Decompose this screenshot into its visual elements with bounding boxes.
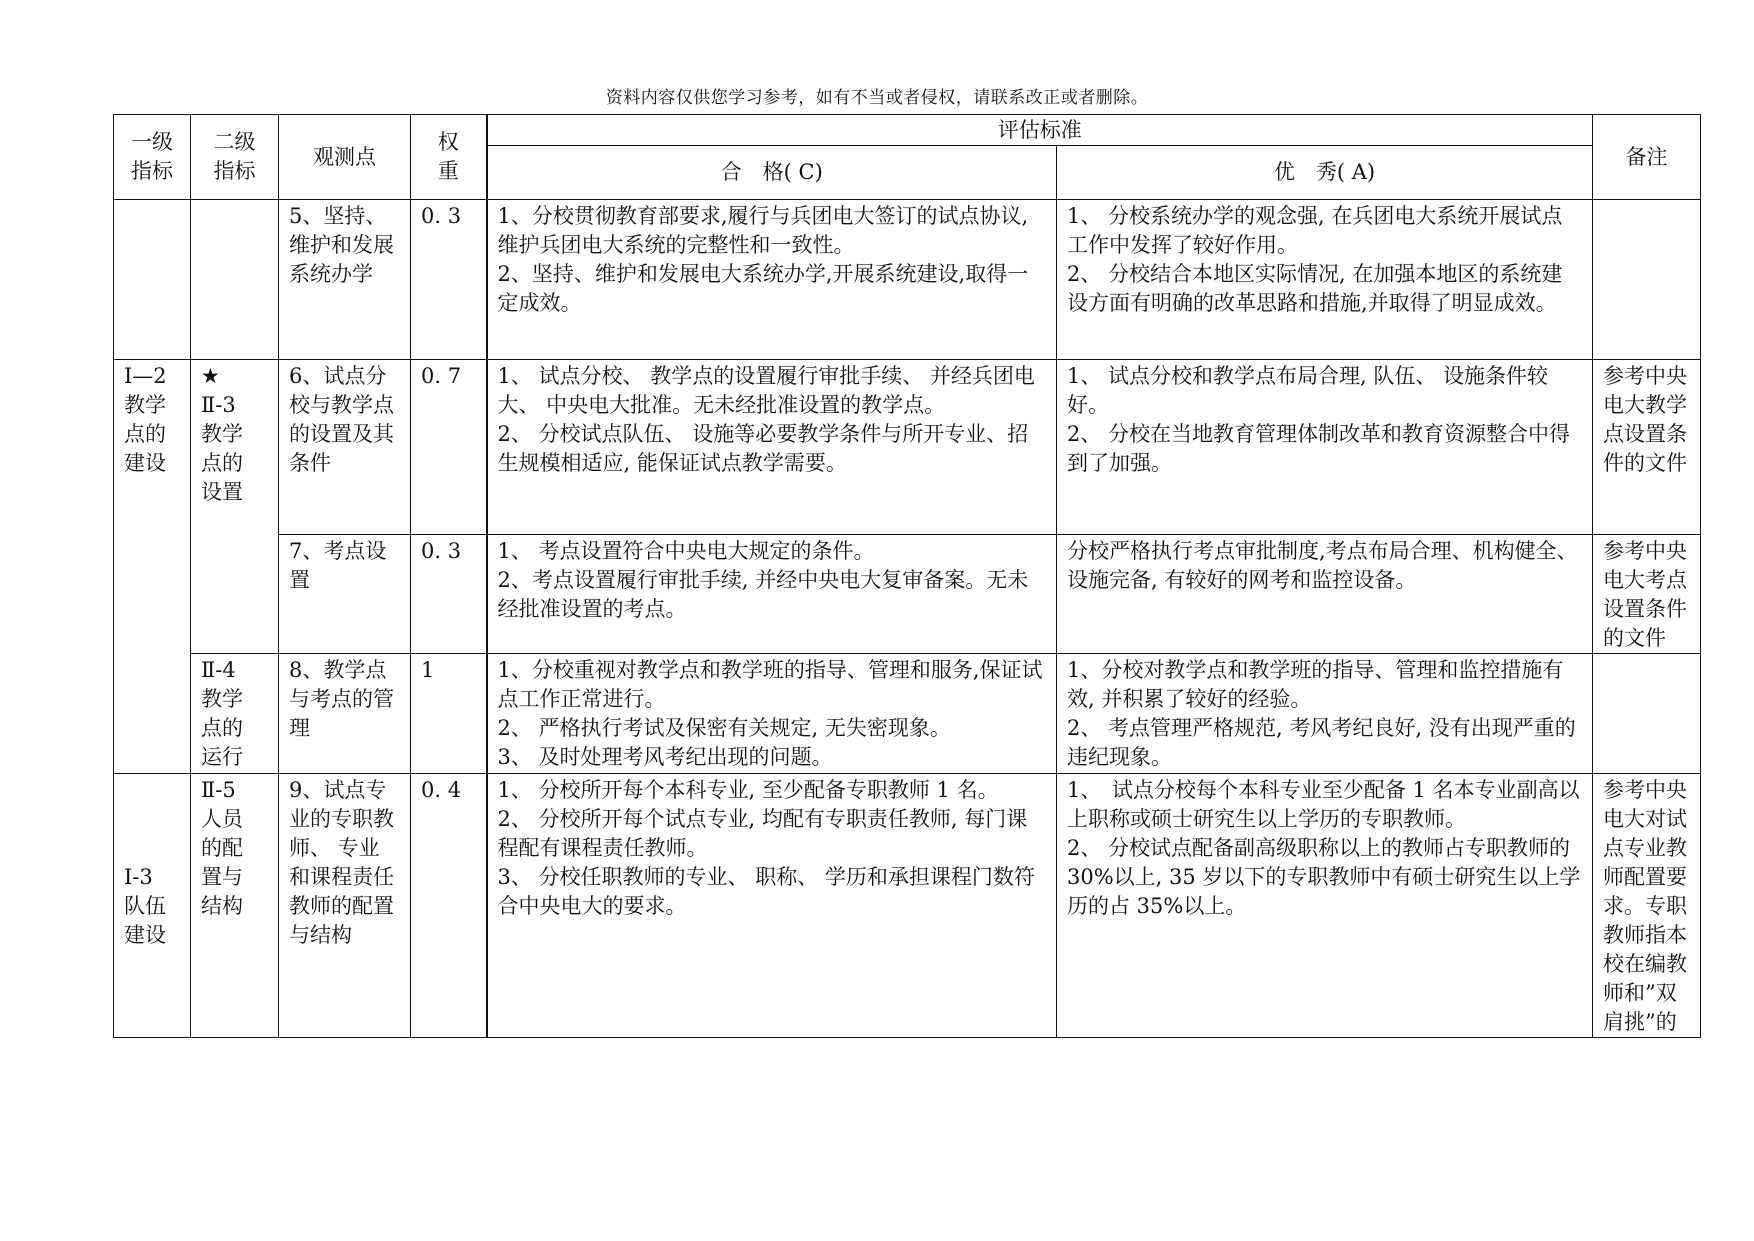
remarks-cell: 参考中央电大对试点专业教师配置要求。专职教师指本校在编教师和”双肩挑”的 (1593, 774, 1701, 1038)
remarks-cell (1593, 200, 1701, 360)
level2-cell (191, 200, 279, 360)
observation-cell: 7、考点设置 (279, 535, 411, 654)
weight-cell: 0. 3 (411, 200, 487, 360)
weight-cell: 0. 3 (411, 535, 487, 654)
header-level2: 二级 指标 (191, 115, 279, 200)
table-row (114, 654, 1701, 774)
header-pass: 合 格( C) (487, 146, 1057, 200)
table-row (114, 535, 1701, 654)
header-observation: 观测点 (279, 115, 411, 200)
header-remarks: 备注 (1593, 115, 1701, 200)
header-excellent: 优 秀( A) (1057, 146, 1593, 200)
weight-cell: 0. 7 (411, 360, 487, 535)
weight-cell: 1 (411, 654, 487, 774)
excellent-cell: 1、分校对教学点和教学班的指导、管理和监控措施有效, 并积累了较好的经验。 2、 考点管理严格规范, 考风考纪良好, 没有出现严重的违纪现象。 (1057, 654, 1593, 774)
excellent-cell: 1、 分校系统办学的观念强, 在兵团电大系统开展试点工作中发挥了较好作用。 2、 分校结合本地区实际情况, 在加强本地区的系统建设方面有明确的改革思路和措施,并取得了明显成效。 (1057, 200, 1593, 360)
pass-cell: 1、 试点分校、 教学点的设置履行审批手续、 并经兵团电大、 中央电大批准。无未经批准设置的教学点。 2、 分校试点队伍、 设施等必要教学条件与所开专业、招生规模相适应, 能保证试点教学需要。 (487, 360, 1057, 535)
pass-cell: 1、 考点设置符合中央电大规定的条件。 2、考点设置履行审批手续, 并经中央电大复审备案。无未经批准设置的考点。 (487, 535, 1057, 654)
header-level1: 一级 指标 (114, 115, 191, 200)
header-weight: 权 重 (411, 115, 487, 200)
table-row (114, 200, 1701, 360)
observation-cell: 6、试点分校与教学点的设置及其条件 (279, 360, 411, 535)
header-criteria: 评估标准 (487, 115, 1593, 146)
level1-cell (114, 200, 191, 360)
observation-cell: 8、教学点与考点的管理 (279, 654, 411, 774)
evaluation-table (113, 114, 1701, 1038)
remarks-cell: 参考中央电大考点设置条件的文件 (1593, 535, 1701, 654)
weight-cell: 0. 4 (411, 774, 487, 1038)
level2-cell: ★ Ⅱ-3 教学 点的 设置 (191, 360, 279, 654)
table-row (114, 360, 1701, 535)
excellent-cell: 1、 试点分校和教学点布局合理, 队伍、 设施条件较好。 2、 分校在当地教育管理体制改革和教育资源整合中得到了加强。 (1057, 360, 1593, 535)
level2-cell: Ⅱ-4 教学 点的 运行 (191, 654, 279, 774)
table-row (114, 774, 1701, 1038)
pass-cell: 1、分校重视对教学点和教学班的指导、管理和服务,保证试点工作正常进行。 2、 严格执行考试及保密有关规定, 无失密现象。 3、 及时处理考风考纪出现的问题。 (487, 654, 1057, 774)
remarks-cell (1593, 654, 1701, 774)
remarks-cell: 参考中央电大教学点设置条件的文件 (1593, 360, 1701, 535)
copyright-notice: 资料内容仅供您学习参考，如有不当或者侵权，请联系改正或者删除。 (605, 88, 1149, 108)
observation-cell: 5、坚持、维护和发展系统办学 (279, 200, 411, 360)
excellent-cell: 1、 试点分校每个本科专业至少配备 1 名本专业副高以上职称或硕士研究生以上学历的专职教师。 2、 分校试点配备副高级职称以上的教师占专职教师的 30%以上, 35 岁以下的专职教师中有硕士研究生以上学历的占 35%以上。 (1057, 774, 1593, 1038)
observation-cell: 9、试点专业的专职教师、 专业 和课程责任教师的配置与结构 (279, 774, 411, 1038)
pass-cell: 1、分校贯彻教育部要求,履行与兵团电大签订的试点协议, 维护兵团电大系统的完整性和一致性。 2、坚持、维护和发展电大系统办学,开展系统建设,取得一定成效。 (487, 200, 1057, 360)
pass-cell: 1、 分校所开每个本科专业, 至少配备专职教师 1 名。 2、 分校所开每个试点专业, 均配有专职责任教师, 每门课程配有课程责任教师。 3、 分校任职教师的专业、 职称、 学历和承担课程门数符合中央电大的要求。 (487, 774, 1057, 1038)
star-icon: ★ (201, 364, 220, 388)
excellent-cell: 分校严格执行考点审批制度,考点布局合理、机构健全、 设施完备, 有较好的网考和监控设备。 (1057, 535, 1593, 654)
level2-cell: Ⅱ-5 人员 的配 置与 结构 (191, 774, 279, 1038)
level1-cell: I-3 队伍 建设 (114, 774, 191, 1038)
level1-cell: I—2 教学 点的 建设 (114, 360, 191, 774)
